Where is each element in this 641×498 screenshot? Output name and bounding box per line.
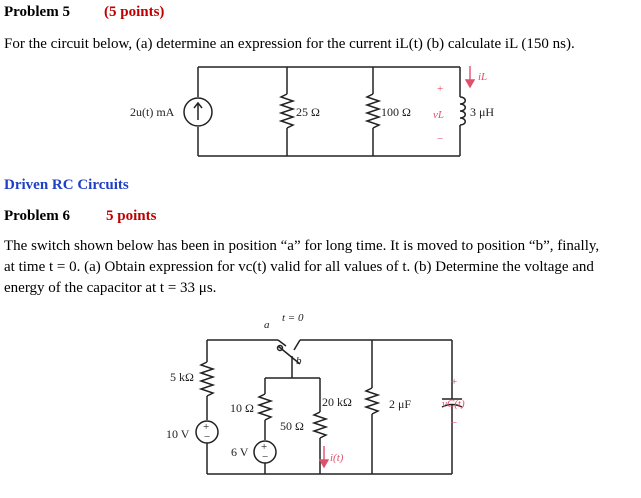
source-10v-label: 10 V	[166, 427, 190, 441]
source-6v-label: 6 V	[231, 445, 249, 459]
r25-label: 25 Ω	[296, 105, 320, 119]
problem6-title: Problem 6	[4, 208, 70, 224]
r10-label: 10 Ω	[230, 401, 254, 415]
r20k-label: 20 kΩ	[322, 395, 352, 409]
inductor-label: 3 μH	[470, 105, 495, 119]
svg-text:+: +	[261, 441, 268, 453]
capacitor-label: 2 μF	[389, 397, 412, 411]
problem6-line2: at time t = 0. (a) Obtain expression for vc(t) valid for all values of t. (b) Determine the voltage and	[4, 259, 594, 275]
vc-minus: −	[451, 417, 458, 429]
section-title: Driven RC Circuits	[4, 177, 129, 193]
svg-text:+: +	[203, 421, 210, 433]
vl-plus: +	[437, 83, 444, 95]
problem6-line1: The switch shown below has been in position “a” for long time. It is moved to position “b”, finally,	[4, 238, 600, 254]
switch-a-label: a	[264, 319, 270, 331]
vc-label: vC(t)	[442, 398, 465, 410]
r50-label: 50 Ω	[280, 419, 304, 433]
source-label: 2u(t) mA	[130, 105, 175, 119]
svg-text:−: −	[262, 451, 269, 463]
problem5-title: Problem 5	[4, 4, 70, 20]
problem5-points: (5 points)	[104, 4, 165, 20]
current-label: i(t)	[330, 452, 344, 464]
switch-b-label: b	[296, 355, 302, 367]
problem6-points: 5 points	[106, 208, 157, 224]
switch-time-label: t = 0	[282, 312, 304, 324]
problem6-line3: energy of the capacitor at t = 33 μs.	[4, 280, 217, 296]
r5k-label: 5 kΩ	[170, 370, 194, 384]
vl-minus: −	[437, 133, 444, 145]
il-label: iL	[478, 71, 488, 83]
vl-label: vL	[433, 109, 444, 121]
svg-text:−: −	[204, 431, 211, 443]
problem5-text: For the circuit below, (a) determine an expression for the current iL(t) (b) calculate iL (150 ns).	[4, 36, 575, 52]
r100-label: 100 Ω	[381, 105, 411, 119]
vc-plus: +	[451, 376, 458, 388]
